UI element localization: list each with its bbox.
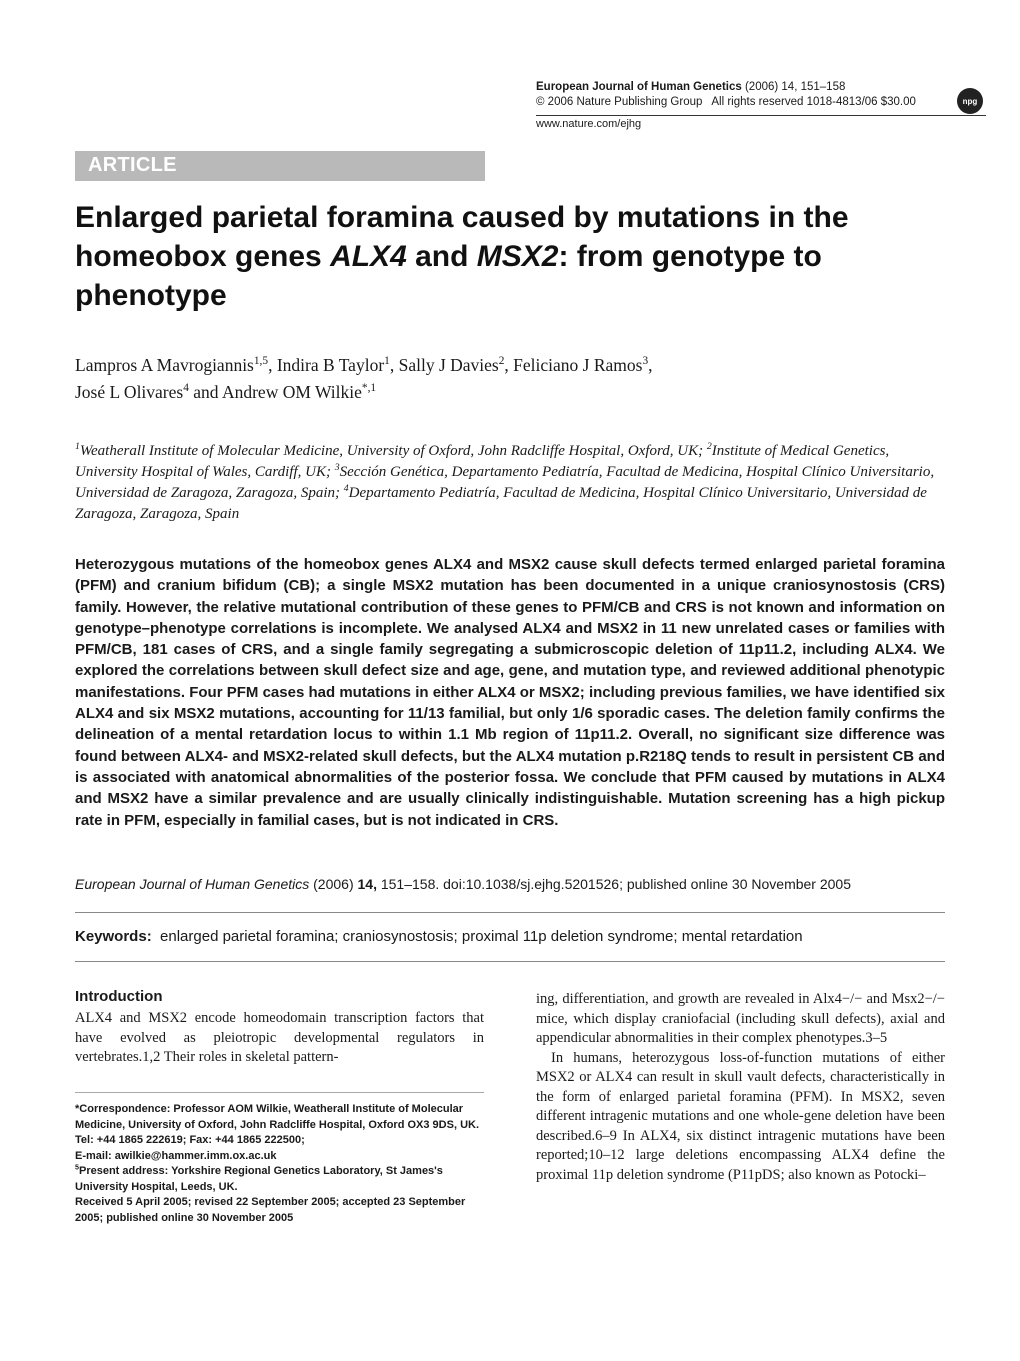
journal-url-link[interactable]: www.nature.com/ejhg xyxy=(536,118,642,130)
introduction-right-column xyxy=(536,990,945,1185)
keywords-label: Keywords: xyxy=(75,928,152,945)
affiliation: Departamento Pediatría, Facultad de Medicina, Hospital Clínico Universitario, Universidad de Zaragoza, Zaragoza, Spain xyxy=(75,485,927,522)
journal-header xyxy=(536,80,936,110)
affiliation: Institute of Medical Genetics, University Hospital of Wales, Cardiff, UK; xyxy=(75,443,890,480)
title-part2: : from genotype to phenotype xyxy=(75,240,822,312)
title-gene2: MSX2 xyxy=(476,240,559,273)
logo-text: npg xyxy=(962,96,978,106)
title-and: and xyxy=(415,240,469,273)
author-name: José L Olivares xyxy=(75,382,184,402)
author-affiliation-sup: 2 xyxy=(498,355,505,368)
author-affiliation-sup: 1 xyxy=(384,355,390,368)
introduction-heading: Introduction xyxy=(75,988,163,1005)
author-affiliation-sup: 1,5 xyxy=(253,355,269,368)
keywords-text: enlarged parietal foramina; craniosynostosis; proximal 11p deletion syndrome; mental retardation xyxy=(160,928,803,945)
introduction-left-column xyxy=(75,1009,484,1068)
footnote-rule xyxy=(75,1092,484,1093)
journal-name: European Journal of Human Genetics xyxy=(536,81,742,93)
author-affiliation-sup: 3 xyxy=(642,355,649,368)
correspondence-note: *Correspondence: Professor AOM Wilkie, Weatherall Institute of Molecular Medicine, University of Oxford, John Radcliffe Hospital, Oxford OX3 9DS, UK. Tel: +44 1865 222619; Fax: +44 1865 222500; xyxy=(75,1103,480,1146)
affiliation-list: $^1$Weatherall Institute of Molecular Medicine, University of Oxford, John Radcliffe Hospital, Oxford, UK; $^2$Institute of Medical Genetics, University Hospital of Wales, Cardiff, UK; $^3$Sección Genética, Departamento Pediatría, Facultad de Medicina, Hospital Clínico Universitario, Universidad de Zaragoza, Zaragoza, Spain; $^4$Departamento Pediatría, Facultad de Medicina, Hospital Clínico Universitario, Universidad de Zaragoza, Zaragoza, Spain xyxy=(75,441,935,522)
rights-notice: All rights reserved 1018-4813/06 $30.00 xyxy=(711,96,916,108)
author-affiliation-sup: 4 xyxy=(183,382,189,395)
author-name: Lampros A Mavrogiannis xyxy=(75,355,254,375)
received-dates: Received 5 April 2005; revised 22 September 2005; accepted 23 September 2005; published online 30 November 2005 xyxy=(75,1196,466,1224)
introduction-paragraph: ALX4 and MSX2 encode homeodomain transcription factors that have evolved as pleiotropic developmental regulators in vertebrates.1,2 Their roles in skeletal pattern- xyxy=(75,1010,484,1065)
author-list: Lampros A Mavrogiannis$^{1,5}$, Indira B Taylor$^1$, Sally J Davies$^2$, Feliciano J Ramos$^3$, José L Olivares$^4$ and Andrew OM Wilkie$^{*,1}$ xyxy=(75,355,653,402)
title-gene1: ALX4 xyxy=(330,240,407,273)
author-name: Feliciano J Ramos xyxy=(513,355,643,375)
author-name: Sally J Davies xyxy=(398,355,499,375)
keywords-top-rule xyxy=(75,912,945,913)
citation-journal: European Journal of Human Genetics xyxy=(75,876,310,892)
introduction-paragraph: In humans, heterozygous loss-of-function mutations of either MSX2 or ALX4 can result in skull vault defects, characteristically in the form of enlarged parietal foramina (PFM). In MSX2, seven different intragenic mutations and one whole-gene deletion have been described.6–9 In ALX4, six distinct intragenic mutations have been reported;10–12 large deletions encompassing ALX4 define the proximal 11p deletion syndrome (P11pDS; also known as Potocki– xyxy=(536,1049,945,1183)
affiliation: Sección Genética, Departamento Pediatría, Facultad de Medicina, Hospital Clínico Universitario, Universidad de Zaragoza, Zaragoza, Spain; xyxy=(75,464,935,501)
title-part1: Enlarged parietal foramina caused by mutations in the homeobox genes xyxy=(75,201,849,273)
present-address-note: $^5$Present address: Yorkshire Regional Genetics Laboratory, St James's University Hospital, Leeds, UK. xyxy=(75,1163,443,1193)
citation-doi: 151–158. doi:10.1038/sj.ejhg.5201526; published online 30 November 2005 xyxy=(380,876,852,892)
footnotes xyxy=(75,1102,484,1226)
author-name: Indira B Taylor xyxy=(276,355,385,375)
correspondence-email: E-mail: awilkie@hammer.imm.ox.ac.uk xyxy=(75,1149,277,1162)
author-affiliation-sup: *,1 xyxy=(361,382,377,395)
citation-line: European Journal of Human Genetics (2006) 14, 151–158. doi:10.1038/sj.ejhg.5201526; published online 30 November 2005 xyxy=(75,876,852,892)
section-label: ARTICLE xyxy=(88,154,177,176)
journal-volume-pages: (2006) 14, 151–158 xyxy=(744,81,846,93)
publisher-logo-icon xyxy=(957,88,983,114)
header-divider xyxy=(536,115,986,116)
citation-volume: 14, xyxy=(357,876,377,892)
paper-title xyxy=(75,198,955,315)
affiliation: Weatherall Institute of Molecular Medicine, University of Oxford, John Radcliffe Hospital, Oxford, UK; xyxy=(79,443,707,459)
copyright-notice: © 2006 Nature Publishing Group xyxy=(536,96,703,108)
introduction-paragraph: ing, differentiation, and growth are revealed in Alx4−/− and Msx2−/− mice, which display craniofacial (including skull defects), axial and appendicular abnormalities in their complex phenotypes.3–5 xyxy=(536,991,945,1046)
keywords-bottom-rule xyxy=(75,961,945,962)
keywords-line xyxy=(75,928,955,945)
abstract: Heterozygous mutations of the homeobox genes ALX4 and MSX2 cause skull defects termed enlarged parietal foramina (PFM) and cranium bifidum (CB); a single MSX2 mutation has been documented in a unique craniosynostosis (CRS) family. However, the relative mutational contribution of these genes to PFM/CB and CRS is not known and information on genotype–phenotype correlations is incomplete. We analysed ALX4 and MSX2 in 11 new unrelated cases or families with PFM/CB, 181 cases of CRS, and a single family segregating a submicroscopic deletion of 11p11.2, including ALX4. We explored the correlations between skull defect size and age, gene, and mutation type, and reviewed additional phenotypic manifestations. Four PFM cases had mutations in either ALX4 or MSX2; including previous families, we have identified six ALX4 and six MSX2 mutations, accounting for 11/13 familial, but only 1/6 sporadic cases. The deletion family confirms the delineation of a mental retardation locus to within 1.1 Mb region of 11p11.2. Overall, no significant size difference was found between ALX4- and MSX2-related skull defects, but the ALX4 mutation p.R218Q tends to result in persistent CB and is associated with anatomical abnormalities of the posterior fossa. We conclude that PFM caused by mutations in ALX4 and MSX2 have a similar prevalence and are usually clinically indistinguishable. Mutation screening has a high pickup rate in PFM, especially in familial cases, but is not indicated in CRS. xyxy=(75,556,945,829)
author-name: Andrew OM Wilkie xyxy=(221,382,362,402)
